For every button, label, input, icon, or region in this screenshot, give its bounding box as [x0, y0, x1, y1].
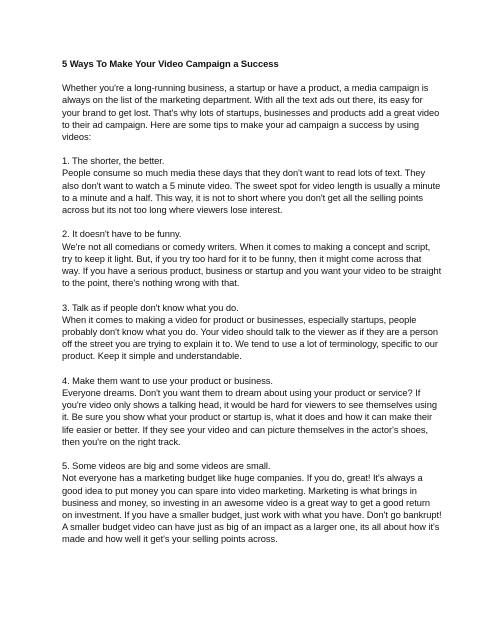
tip-body: Everyone dreams. Don't you want them to dream about using your product or service? If you're video only shows a talking head, it would be hard for viewers to see themselves using it. Be sure you show what your product or startup is, what it does and how it can make their life easier or better. If they see your video and can picture themselves in the actor's shoes, then you're on the right track. [62, 388, 437, 447]
document-title: 5 Ways To Make Your Video Campaign a Success [62, 58, 279, 69]
tip-heading: 3. Talk as if people don't know what you do. [62, 302, 239, 313]
tip-body: People consume so much media these days that they don't want to read lots of text. They also don't want to watch a 5 minute video. The sweet spot for video length is usually a minute to a minute and a half. This way, it is not to short where you don't get all the selling points across but its not too long where viewers lose interest. [62, 168, 441, 216]
tip-section-2 [62, 228, 442, 289]
tip-heading: 1. The shorter, the better. [62, 156, 165, 167]
document-body [62, 58, 442, 558]
tip-heading: 4. Make them want to use your product or business. [62, 375, 273, 386]
tip-heading: 5. Some videos are big and some videos are small. [62, 461, 271, 472]
tip-body: When it comes to making a video for product or businesses, especially startups, people probably don't know what you do. Your video should talk to the viewer as if they are a person off the street you are trying to explain it to. We tend to use a lot of terminology, specific to our product. Keep it simple and understandable. [62, 314, 438, 362]
tip-section-5 [62, 460, 442, 545]
intro-paragraph: Whether you're a long-running business, a startup or have a product, a media campaign is always on the list of the marketing department. With all the text ads out there, its easy for your brand to get lost. That's why lots of startups, businesses and products add a great video to their ad campaign. Here are some tips to make your ad campaign a success by using videos: [62, 83, 440, 143]
tip-section-3 [62, 302, 442, 363]
tip-section-1 [62, 155, 442, 216]
tip-body: Not everyone has a marketing budget like huge companies. If you do, great! It's always a good idea to put money you can spare into video marketing. Marketing is what brings in business and money, so investing in an awesome video is a great way to get a good return on investment. If you have a smaller budget, just work with what you have. Don't go bankrupt! A smaller budget video can have just as big of an impact as a larger one, its all about how it's made and how well it get's your selling points across. [62, 473, 442, 545]
tip-section-4 [62, 375, 442, 448]
tip-heading: 2. It doesn't have to be funny. [62, 229, 182, 240]
tip-body: We're not all comedians or comedy writers. When it comes to making a concept and script, try to keep it light. But, if you try too hard for it to be funny, then it might come across that way. If you have a serious product, business or startup and you want your video to be straight to the point, there's nothing wrong with that. [62, 241, 442, 289]
